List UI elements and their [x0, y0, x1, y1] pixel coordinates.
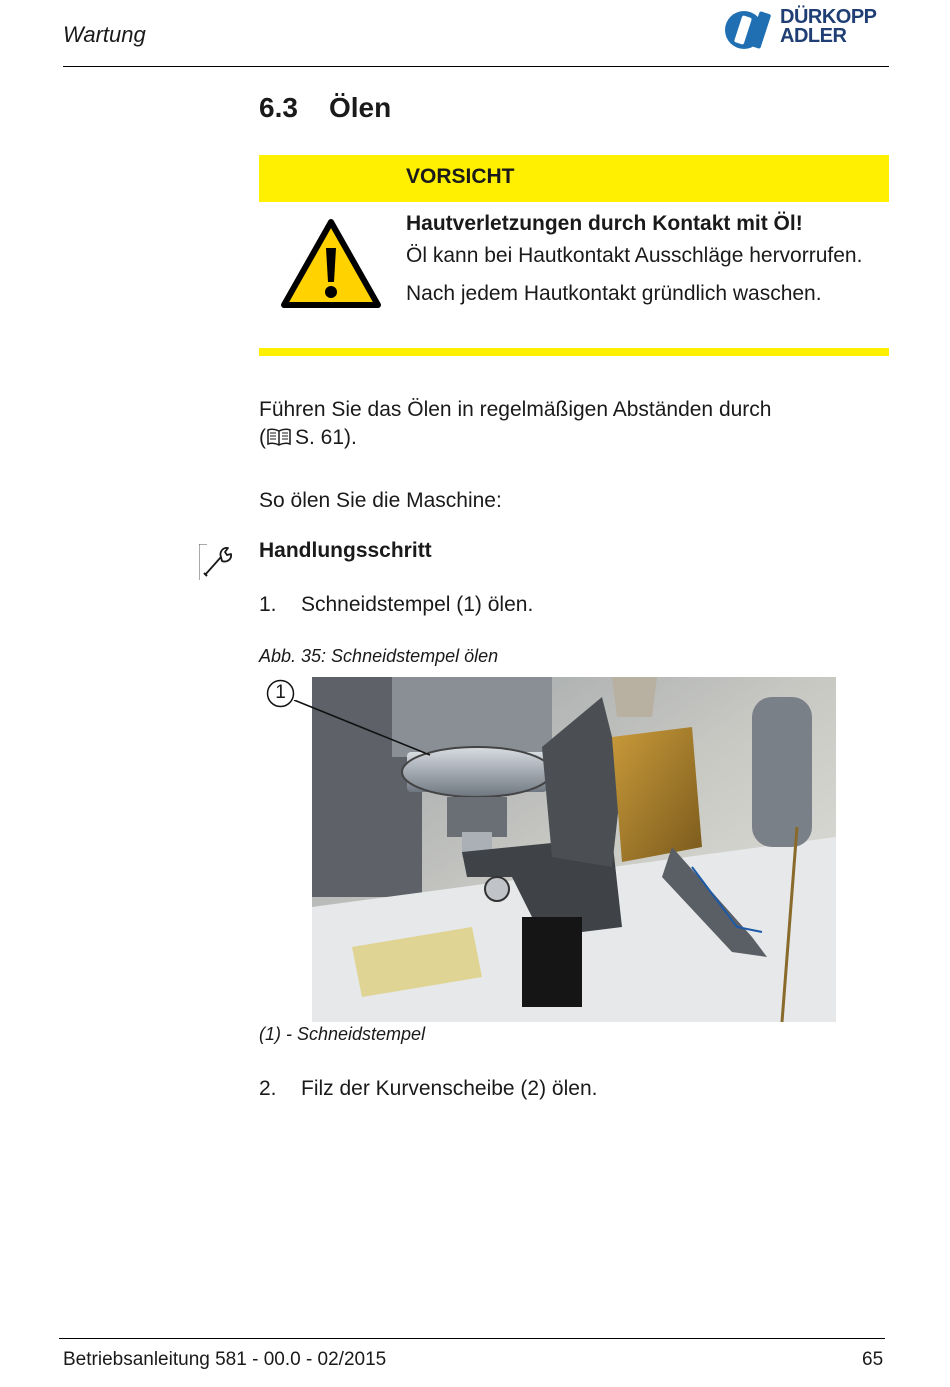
brand-line2: ADLER: [780, 25, 847, 47]
step-2-number: 2.: [259, 1077, 277, 1100]
figure-caption: Abb. 35: Schneidstempel ölen: [259, 646, 499, 666]
header-section-name: Wartung: [63, 22, 146, 47]
brand-name: [780, 8, 877, 46]
warning-triangle-icon: [280, 218, 382, 310]
callout-number: 1: [275, 682, 286, 703]
figure-legend: (1) - Schneidstempel: [259, 1024, 426, 1044]
header-divider: [63, 66, 889, 67]
paragraph-reference[interactable]: [259, 426, 357, 450]
book-icon: [266, 428, 292, 446]
brand-line1: DÜRKOPP: [780, 6, 877, 28]
section-number: 6.3: [259, 92, 298, 123]
brand-logo: [724, 8, 894, 52]
procedure-heading: Handlungsschritt: [259, 539, 432, 562]
footer-divider: [59, 1338, 885, 1339]
footer-document-id: Betriebsanleitung 581 - 00.0 - 02/2015: [63, 1349, 387, 1370]
callout-leader-line: [282, 700, 432, 760]
page-reference-link[interactable]: S. 61).: [295, 426, 357, 449]
warning-text-line1: Öl kann bei Hautkontakt Ausschläge hervorrufen.: [406, 244, 863, 267]
warning-header-bar: [259, 155, 889, 202]
step-2-text: Filz der Kurvenscheibe (2) ölen.: [301, 1077, 598, 1100]
warning-label: VORSICHT: [406, 165, 515, 188]
warning-heading: Hautverletzungen durch Kontakt mit Öl!: [406, 212, 803, 235]
warning-bottom-bar: [259, 348, 889, 356]
step-1-number: 1.: [259, 593, 277, 616]
paragraph-how-to-oil: So ölen Sie die Maschine:: [259, 489, 502, 512]
paragraph-interval: Führen Sie das Ölen in regelmäßigen Abständen durch: [259, 398, 772, 421]
wrench-icon: [199, 544, 235, 580]
section-title: Ölen: [329, 92, 392, 123]
warning-text-line2: Nach jedem Hautkontakt gründlich waschen.: [406, 282, 822, 305]
step-1-text: Schneidstempel (1) ölen.: [301, 593, 534, 616]
callout-marker-1: [266, 679, 295, 708]
reference-open-paren: (: [259, 426, 266, 449]
page-number: 65: [862, 1349, 884, 1370]
brand-mark-icon: [724, 10, 776, 50]
